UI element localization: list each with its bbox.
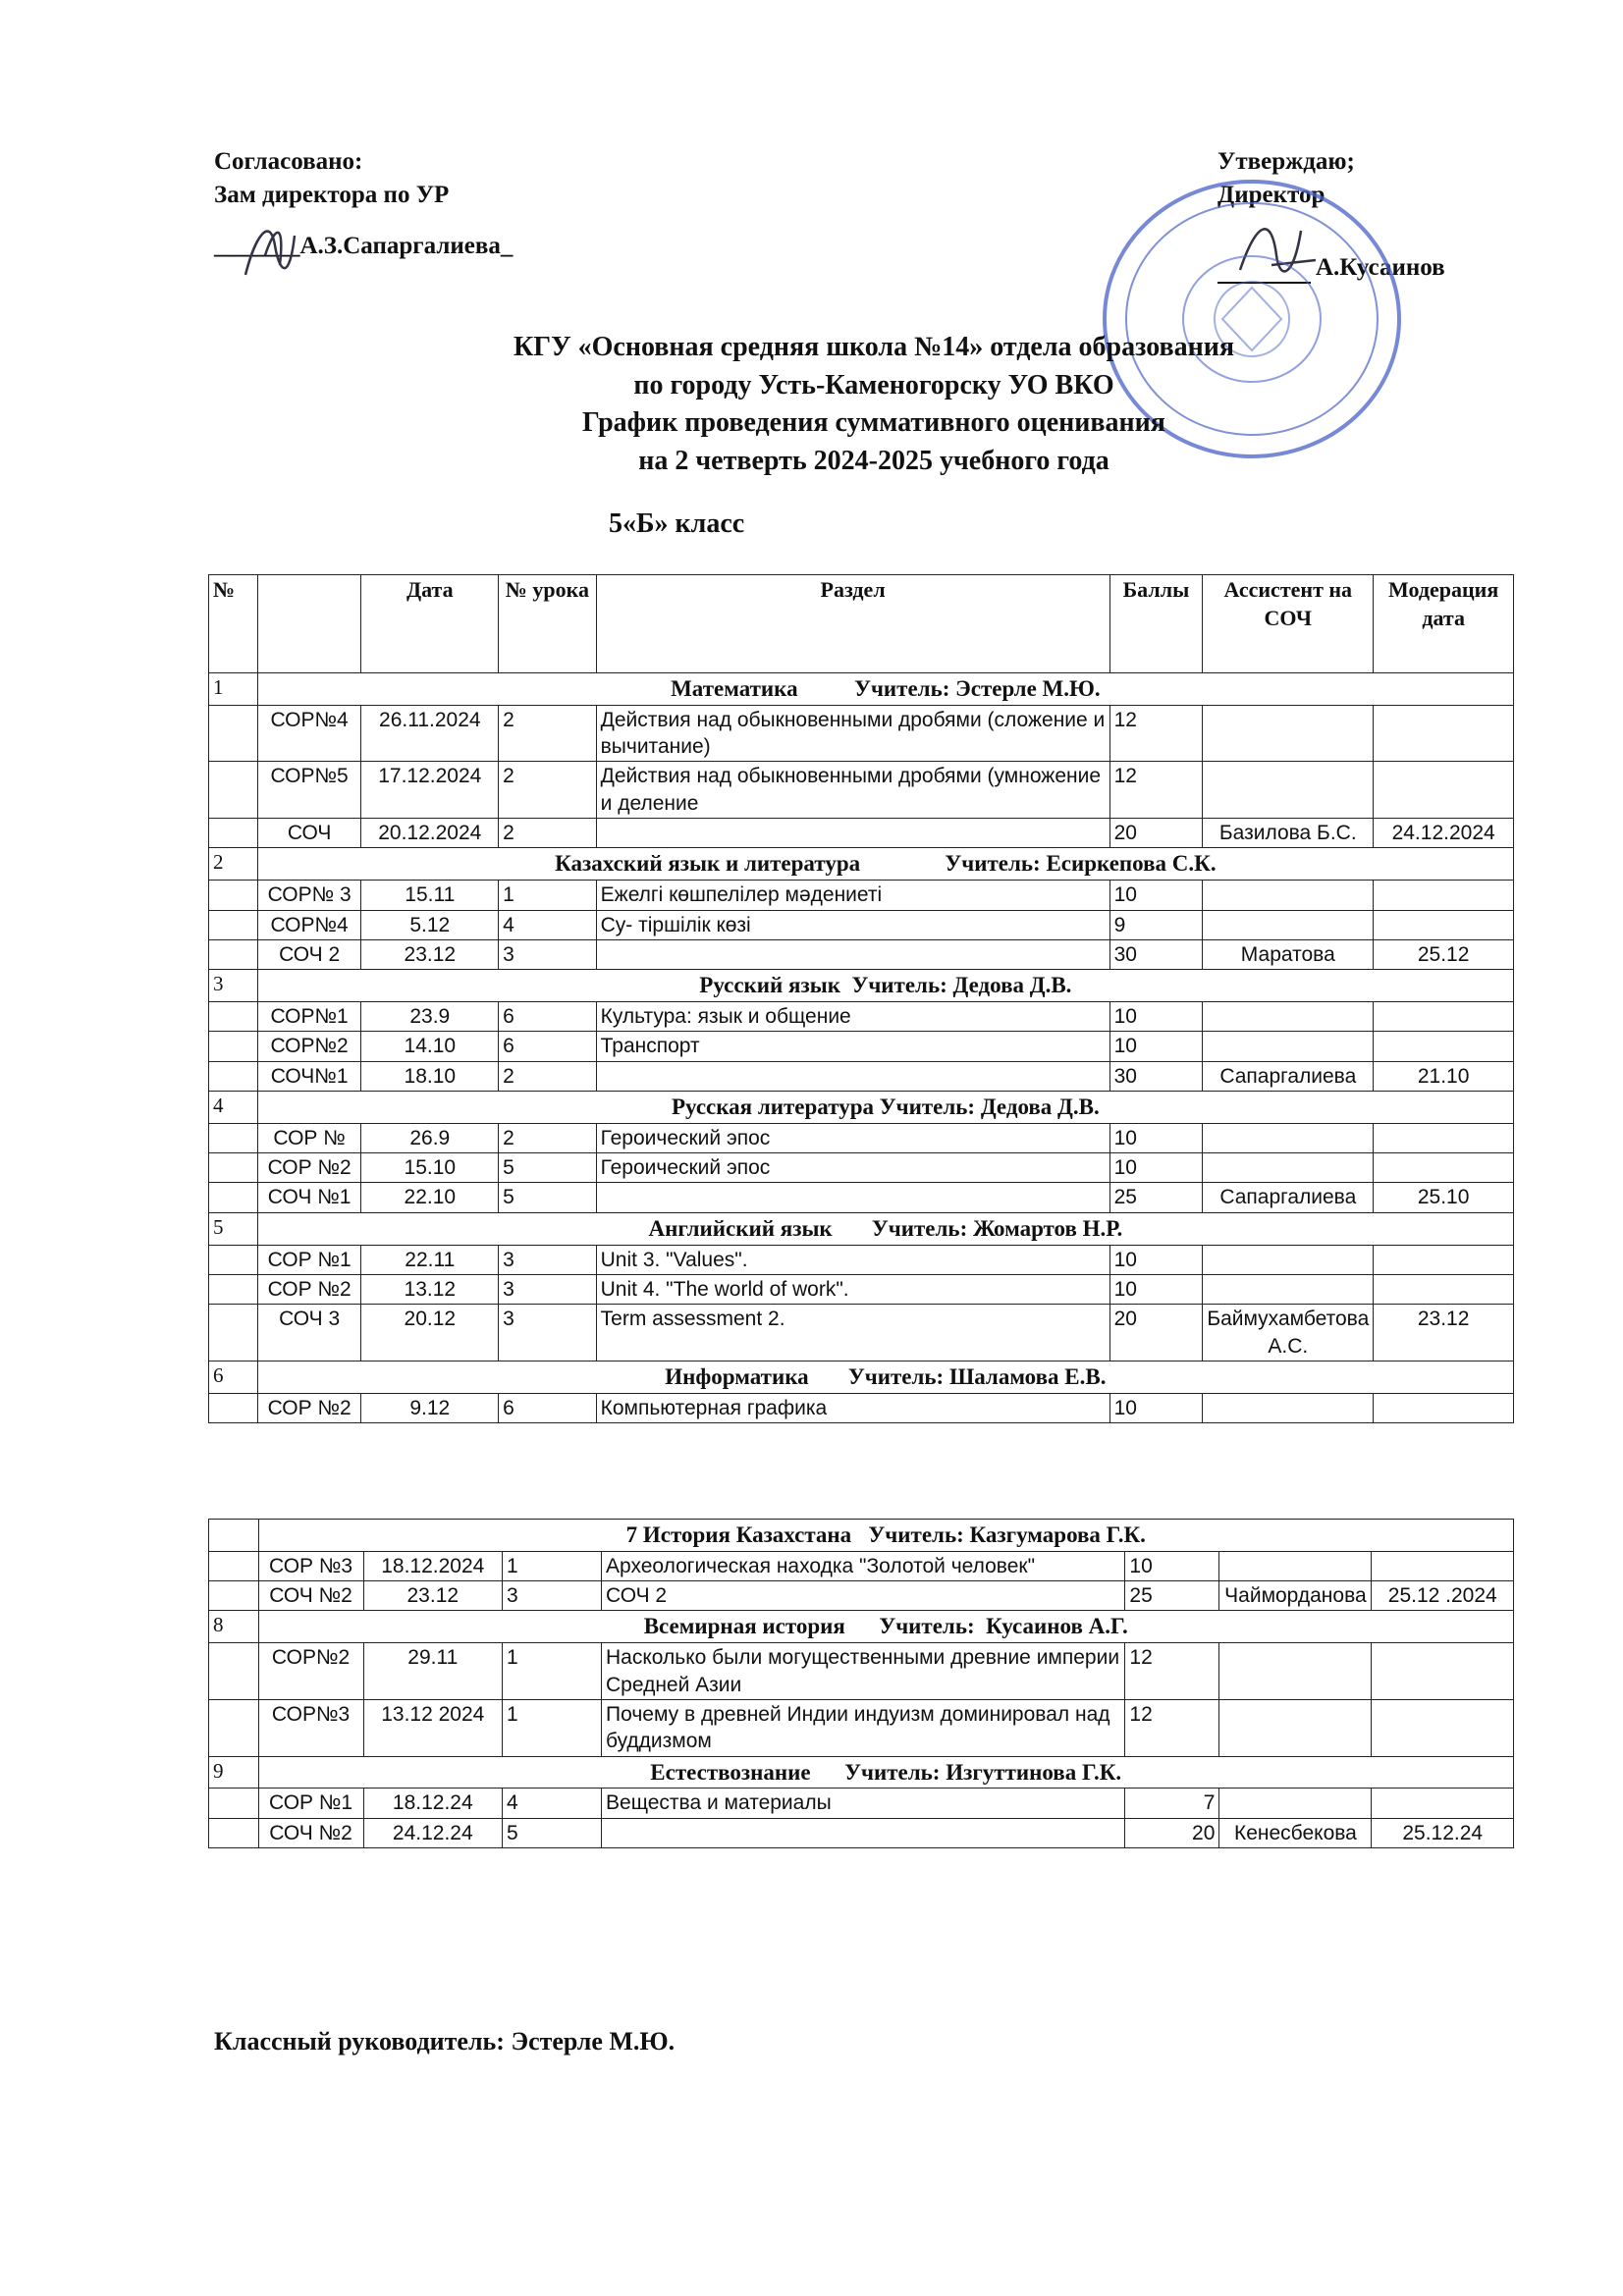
assessment-type: СОР№2 bbox=[258, 1643, 363, 1700]
subject-header-row bbox=[209, 1520, 1514, 1552]
assessment-type: СОР№4 bbox=[257, 910, 361, 939]
row-spacer bbox=[209, 1393, 258, 1422]
subject-header-row bbox=[209, 1756, 1514, 1789]
assessment-date: 22.10 bbox=[361, 1183, 499, 1212]
assistant: Сапаргалиева bbox=[1203, 1061, 1374, 1091]
row-spacer bbox=[209, 819, 258, 848]
section-topic: Компьютерная графика bbox=[596, 1393, 1109, 1422]
subject-header-row bbox=[209, 1212, 1514, 1245]
assessment-type: СОЧ№1 bbox=[257, 1061, 361, 1091]
lesson-number: 5 bbox=[499, 1183, 597, 1212]
assessment-type: СОЧ №2 bbox=[258, 1818, 363, 1847]
assessment-row bbox=[209, 1581, 1514, 1611]
lesson-number: 5 bbox=[503, 1818, 602, 1847]
subject-header-row bbox=[209, 673, 1514, 706]
row-spacer bbox=[209, 1274, 258, 1304]
subject-title: Математика Учитель: Эстерле М.Ю. bbox=[257, 673, 1513, 706]
section-topic: Почему в древней Индии индуизм доминировал над буддизмом bbox=[602, 1699, 1125, 1756]
subject-title: Информатика Учитель: Шаламова Е.В. bbox=[257, 1361, 1513, 1393]
title-line-4: на 2 четверть 2024-2025 учебного года bbox=[638, 445, 1109, 476]
subject-header-row bbox=[209, 1611, 1514, 1643]
assessment-row bbox=[209, 1789, 1514, 1818]
moderation-date bbox=[1374, 762, 1514, 819]
assessment-row bbox=[209, 939, 1514, 969]
moderation-date: 23.12 bbox=[1374, 1305, 1514, 1362]
section-topic: СОЧ 2 bbox=[602, 1581, 1125, 1611]
section-topic: Действия над обыкновенными дробями (умножение и деление bbox=[596, 762, 1109, 819]
assistant bbox=[1203, 762, 1374, 819]
moderation-date bbox=[1374, 1032, 1514, 1061]
assessment-date: 29.11 bbox=[363, 1643, 502, 1700]
assessment-date: 9.12 bbox=[361, 1393, 499, 1422]
row-spacer bbox=[209, 1581, 259, 1611]
assessment-type: СОР№5 bbox=[257, 762, 361, 819]
assessment-date: 14.10 bbox=[361, 1032, 499, 1061]
assessment-type: СОЧ №2 bbox=[258, 1581, 363, 1611]
assessment-type: СОР №3 bbox=[258, 1551, 363, 1580]
subject-header-row bbox=[209, 970, 1514, 1002]
assistant bbox=[1203, 1245, 1374, 1274]
row-spacer bbox=[209, 1002, 258, 1032]
points: 12 bbox=[1109, 762, 1203, 819]
moderation-date bbox=[1374, 881, 1514, 910]
schedule-table-1 bbox=[208, 574, 1514, 1423]
assistant bbox=[1203, 1274, 1374, 1304]
lesson-number: 3 bbox=[499, 1274, 597, 1304]
points: 10 bbox=[1125, 1551, 1219, 1580]
section-topic: Археологическая находка "Золотой человек" bbox=[602, 1551, 1125, 1580]
assessment-date: 26.11.2024 bbox=[361, 705, 499, 762]
assistant bbox=[1203, 1393, 1374, 1422]
section-topic: Unit 3. "Values". bbox=[596, 1245, 1109, 1274]
assessment-date: 5.12 bbox=[361, 910, 499, 939]
subject-number: 1 bbox=[209, 673, 258, 706]
assessment-type: СОР №2 bbox=[257, 1153, 361, 1183]
subject-title: Естествознание Учитель: Изгуттинова Г.К. bbox=[258, 1756, 1514, 1789]
title-line-2: по городу Усть-Каменогорску УО ВКО bbox=[633, 369, 1114, 400]
subject-title: Английский язык Учитель: Жомартов Н.Р. bbox=[257, 1212, 1513, 1245]
assessment-row bbox=[209, 1305, 1514, 1362]
section-topic bbox=[596, 1061, 1109, 1091]
lesson-number: 2 bbox=[499, 819, 597, 848]
row-spacer bbox=[209, 1643, 259, 1700]
assessment-row bbox=[209, 881, 1514, 910]
points: 10 bbox=[1109, 1032, 1203, 1061]
moderation-date bbox=[1374, 1245, 1514, 1274]
col-points: Баллы bbox=[1109, 575, 1203, 673]
title-line-1: КГУ «Основная средняя школа №14» отдела образования bbox=[513, 332, 1235, 362]
subject-header-row bbox=[209, 1361, 1514, 1393]
points: 10 bbox=[1109, 1245, 1203, 1274]
assessment-row bbox=[209, 1153, 1514, 1183]
assessment-row bbox=[209, 1002, 1514, 1032]
moderation-date: 21.10 bbox=[1374, 1061, 1514, 1091]
assessment-date: 13.12 2024 bbox=[363, 1699, 502, 1756]
assessment-date: 22.11 bbox=[361, 1245, 499, 1274]
points: 12 bbox=[1109, 705, 1203, 762]
section-topic bbox=[596, 939, 1109, 969]
lesson-number: 6 bbox=[499, 1032, 597, 1061]
col-moderation: Модерация дата bbox=[1374, 575, 1514, 673]
assistant bbox=[1203, 1002, 1374, 1032]
points: 10 bbox=[1109, 881, 1203, 910]
points: 9 bbox=[1109, 910, 1203, 939]
moderation-date: 25.10 bbox=[1374, 1183, 1514, 1212]
subject-number: 3 bbox=[209, 970, 258, 1002]
assessment-date: 23.9 bbox=[361, 1002, 499, 1032]
assistant: Баймухамбетова А.С. bbox=[1203, 1305, 1374, 1362]
subject-title: 7 История Казахстана Учитель: Казгумарова Г.К. bbox=[258, 1520, 1514, 1552]
assistant: Базилова Б.С. bbox=[1203, 819, 1374, 848]
assistant bbox=[1203, 705, 1374, 762]
subject-number bbox=[209, 1520, 259, 1552]
assessment-row bbox=[209, 705, 1514, 762]
assessment-type: СОР № bbox=[257, 1123, 361, 1152]
subject-header-row bbox=[209, 848, 1514, 881]
row-spacer bbox=[209, 881, 258, 910]
assistant bbox=[1219, 1551, 1372, 1580]
assessment-row bbox=[209, 819, 1514, 848]
assessment-type: СОЧ 3 bbox=[257, 1305, 361, 1362]
lesson-number: 4 bbox=[499, 910, 597, 939]
moderation-date bbox=[1372, 1699, 1514, 1756]
lesson-number: 3 bbox=[503, 1581, 602, 1611]
points: 10 bbox=[1109, 1274, 1203, 1304]
row-spacer bbox=[209, 1699, 259, 1756]
assessment-type: СОР №1 bbox=[258, 1789, 363, 1818]
assistant: Кенесбекова bbox=[1219, 1818, 1372, 1847]
assessment-row bbox=[209, 1245, 1514, 1274]
section-topic bbox=[602, 1818, 1125, 1847]
points: 7 bbox=[1125, 1789, 1219, 1818]
points: 10 bbox=[1109, 1123, 1203, 1152]
moderation-date bbox=[1374, 1002, 1514, 1032]
points: 10 bbox=[1109, 1393, 1203, 1422]
assessment-row bbox=[209, 762, 1514, 819]
subject-number: 5 bbox=[209, 1212, 258, 1245]
section-topic: Вещества и материалы bbox=[602, 1789, 1125, 1818]
subject-number: 4 bbox=[209, 1091, 258, 1123]
row-spacer bbox=[209, 1123, 258, 1152]
row-spacer bbox=[209, 1183, 258, 1212]
assessment-type: СОЧ bbox=[257, 819, 361, 848]
col-blank bbox=[257, 575, 361, 673]
points: 10 bbox=[1109, 1153, 1203, 1183]
row-spacer bbox=[209, 762, 258, 819]
director-name: А.Кусаинов bbox=[1316, 254, 1445, 281]
approve-label: Утверждаю; bbox=[1217, 148, 1355, 175]
approval-label: Согласовано: bbox=[214, 148, 363, 175]
assistant bbox=[1219, 1789, 1372, 1818]
lesson-number: 6 bbox=[499, 1002, 597, 1032]
assessment-date: 15.10 bbox=[361, 1153, 499, 1183]
director-title: Директор bbox=[1217, 181, 1325, 208]
assessment-row bbox=[209, 1183, 1514, 1212]
deputy-signature-line: _______А.З.Сапаргалиева_ bbox=[214, 232, 514, 259]
row-spacer bbox=[209, 1305, 258, 1362]
moderation-date bbox=[1374, 705, 1514, 762]
moderation-date bbox=[1372, 1643, 1514, 1700]
assessment-type: СОР №2 bbox=[257, 1393, 361, 1422]
schedule-table-2 bbox=[208, 1519, 1514, 1848]
lesson-number: 5 bbox=[499, 1153, 597, 1183]
moderation-date bbox=[1372, 1789, 1514, 1818]
moderation-date: 25.12 bbox=[1374, 939, 1514, 969]
assessment-type: СОР№3 bbox=[258, 1699, 363, 1756]
assessment-row bbox=[209, 1699, 1514, 1756]
document-title bbox=[412, 329, 1335, 481]
assessment-date: 17.12.2024 bbox=[361, 762, 499, 819]
assessment-date: 13.12 bbox=[361, 1274, 499, 1304]
homeroom-teacher: Классный руководитель: Эстерле М.Ю. bbox=[214, 2027, 676, 2056]
assessment-date: 18.10 bbox=[361, 1061, 499, 1091]
assessment-type: СОЧ 2 bbox=[257, 939, 361, 969]
lesson-number: 3 bbox=[499, 1245, 597, 1274]
points: 20 bbox=[1125, 1818, 1219, 1847]
subject-number: 6 bbox=[209, 1361, 258, 1393]
deputy-signature bbox=[236, 206, 314, 285]
points: 10 bbox=[1109, 1002, 1203, 1032]
lesson-number: 1 bbox=[503, 1699, 602, 1756]
assessment-type: СОЧ №1 bbox=[257, 1183, 361, 1212]
section-topic: Term assessment 2. bbox=[596, 1305, 1109, 1362]
points: 20 bbox=[1109, 819, 1203, 848]
section-topic: Культура: язык и общение bbox=[596, 1002, 1109, 1032]
assessment-type: СОР №1 bbox=[257, 1245, 361, 1274]
section-topic bbox=[596, 819, 1109, 848]
points: 30 bbox=[1109, 939, 1203, 969]
section-topic bbox=[596, 1183, 1109, 1212]
moderation-date bbox=[1372, 1551, 1514, 1580]
assessment-row bbox=[209, 1123, 1514, 1152]
col-num: № bbox=[209, 575, 258, 673]
subject-header-row bbox=[209, 1091, 1514, 1123]
assessment-row bbox=[209, 1818, 1514, 1847]
section-topic: Насколько были могущественными древние империи Средней Азии bbox=[602, 1643, 1125, 1700]
lesson-number: 6 bbox=[499, 1393, 597, 1422]
subject-number: 2 bbox=[209, 848, 258, 881]
assessment-date: 15.11 bbox=[361, 881, 499, 910]
assessment-date: 26.9 bbox=[361, 1123, 499, 1152]
row-spacer bbox=[209, 1818, 259, 1847]
lesson-number: 1 bbox=[499, 881, 597, 910]
assessment-date: 18.12.24 bbox=[363, 1789, 502, 1818]
assistant: Сапаргалиева bbox=[1203, 1183, 1374, 1212]
section-topic: Ежелгі көшпелілер мәдениеті bbox=[596, 881, 1109, 910]
assistant bbox=[1203, 1153, 1374, 1183]
moderation-date: 25.12 .2024 bbox=[1372, 1581, 1514, 1611]
assistant bbox=[1219, 1643, 1372, 1700]
row-spacer bbox=[209, 1551, 259, 1580]
col-assistant: Ассистент на СОЧ bbox=[1203, 575, 1374, 673]
moderation-date bbox=[1374, 910, 1514, 939]
row-spacer bbox=[209, 1789, 259, 1818]
assistant bbox=[1203, 910, 1374, 939]
col-section: Раздел bbox=[596, 575, 1109, 673]
row-spacer bbox=[209, 705, 258, 762]
assessment-type: СОР №2 bbox=[257, 1274, 361, 1304]
points: 25 bbox=[1125, 1581, 1219, 1611]
assistant bbox=[1203, 881, 1374, 910]
lesson-number: 3 bbox=[499, 1305, 597, 1362]
assessment-type: СОР№2 bbox=[257, 1032, 361, 1061]
assessment-type: СОР№ 3 bbox=[257, 881, 361, 910]
moderation-date bbox=[1374, 1393, 1514, 1422]
lesson-number: 2 bbox=[499, 1123, 597, 1152]
assessment-row bbox=[209, 1032, 1514, 1061]
col-date: Дата bbox=[361, 575, 499, 673]
assessment-row bbox=[209, 1393, 1514, 1422]
assistant: Маратова bbox=[1203, 939, 1374, 969]
assistant bbox=[1203, 1123, 1374, 1152]
assessment-date: 18.12.2024 bbox=[363, 1551, 502, 1580]
class-label: 5«Б» класс bbox=[609, 508, 745, 539]
points: 12 bbox=[1125, 1699, 1219, 1756]
row-spacer bbox=[209, 1061, 258, 1091]
points: 25 bbox=[1109, 1183, 1203, 1212]
section-topic: Су- тіршілік көзі bbox=[596, 910, 1109, 939]
moderation-date bbox=[1374, 1123, 1514, 1152]
assessment-row bbox=[209, 910, 1514, 939]
lesson-number: 1 bbox=[503, 1643, 602, 1700]
assistant bbox=[1219, 1699, 1372, 1756]
assessment-row bbox=[209, 1643, 1514, 1700]
subject-title: Русский язык Учитель: Дедова Д.В. bbox=[257, 970, 1513, 1002]
section-topic: Транспорт bbox=[596, 1032, 1109, 1061]
assessment-type: СОР№1 bbox=[257, 1002, 361, 1032]
lesson-number: 1 bbox=[503, 1551, 602, 1580]
col-lesson: № урока bbox=[499, 575, 597, 673]
row-spacer bbox=[209, 1245, 258, 1274]
assessment-date: 23.12 bbox=[363, 1581, 502, 1611]
moderation-date bbox=[1374, 1274, 1514, 1304]
assessment-date: 24.12.24 bbox=[363, 1818, 502, 1847]
subject-title: Русская литература Учитель: Дедова Д.В. bbox=[257, 1091, 1513, 1123]
section-topic: Unit 4. "The world of work". bbox=[596, 1274, 1109, 1304]
assistant: Чайморданова bbox=[1219, 1581, 1372, 1611]
assessment-row bbox=[209, 1061, 1514, 1091]
subject-title: Казахский язык и литература Учитель: Есиркепова С.К. bbox=[257, 848, 1513, 881]
assessment-row bbox=[209, 1551, 1514, 1580]
section-topic: Героический эпос bbox=[596, 1153, 1109, 1183]
row-spacer bbox=[209, 939, 258, 969]
section-topic: Героический эпос bbox=[596, 1123, 1109, 1152]
assessment-type: СОР№4 bbox=[257, 705, 361, 762]
lesson-number: 4 bbox=[503, 1789, 602, 1818]
assessment-date: 20.12 bbox=[361, 1305, 499, 1362]
row-spacer bbox=[209, 1153, 258, 1183]
moderation-date: 25.12.24 bbox=[1372, 1818, 1514, 1847]
assessment-row bbox=[209, 1274, 1514, 1304]
assessment-date: 20.12.2024 bbox=[361, 819, 499, 848]
points: 20 bbox=[1109, 1305, 1203, 1362]
title-line-3: График проведения суммативного оценивания bbox=[582, 407, 1165, 439]
moderation-date bbox=[1374, 1153, 1514, 1183]
lesson-number: 2 bbox=[499, 705, 597, 762]
moderation-date: 24.12.2024 bbox=[1374, 819, 1514, 848]
lesson-number: 3 bbox=[499, 939, 597, 969]
row-spacer bbox=[209, 910, 258, 939]
subject-title: Всемирная история Учитель: Кусаинов А.Г. bbox=[258, 1611, 1514, 1643]
subject-number: 9 bbox=[209, 1756, 259, 1789]
row-spacer bbox=[209, 1032, 258, 1061]
lesson-number: 2 bbox=[499, 1061, 597, 1091]
deputy-title: Зам директора по УР bbox=[214, 181, 450, 208]
points: 30 bbox=[1109, 1061, 1203, 1091]
lesson-number: 2 bbox=[499, 762, 597, 819]
points: 12 bbox=[1125, 1643, 1219, 1700]
subject-number: 8 bbox=[209, 1611, 259, 1643]
assistant bbox=[1203, 1032, 1374, 1061]
assessment-date: 23.12 bbox=[361, 939, 499, 969]
section-topic: Действия над обыкновенными дробями (сложение и вычитание) bbox=[596, 705, 1109, 762]
